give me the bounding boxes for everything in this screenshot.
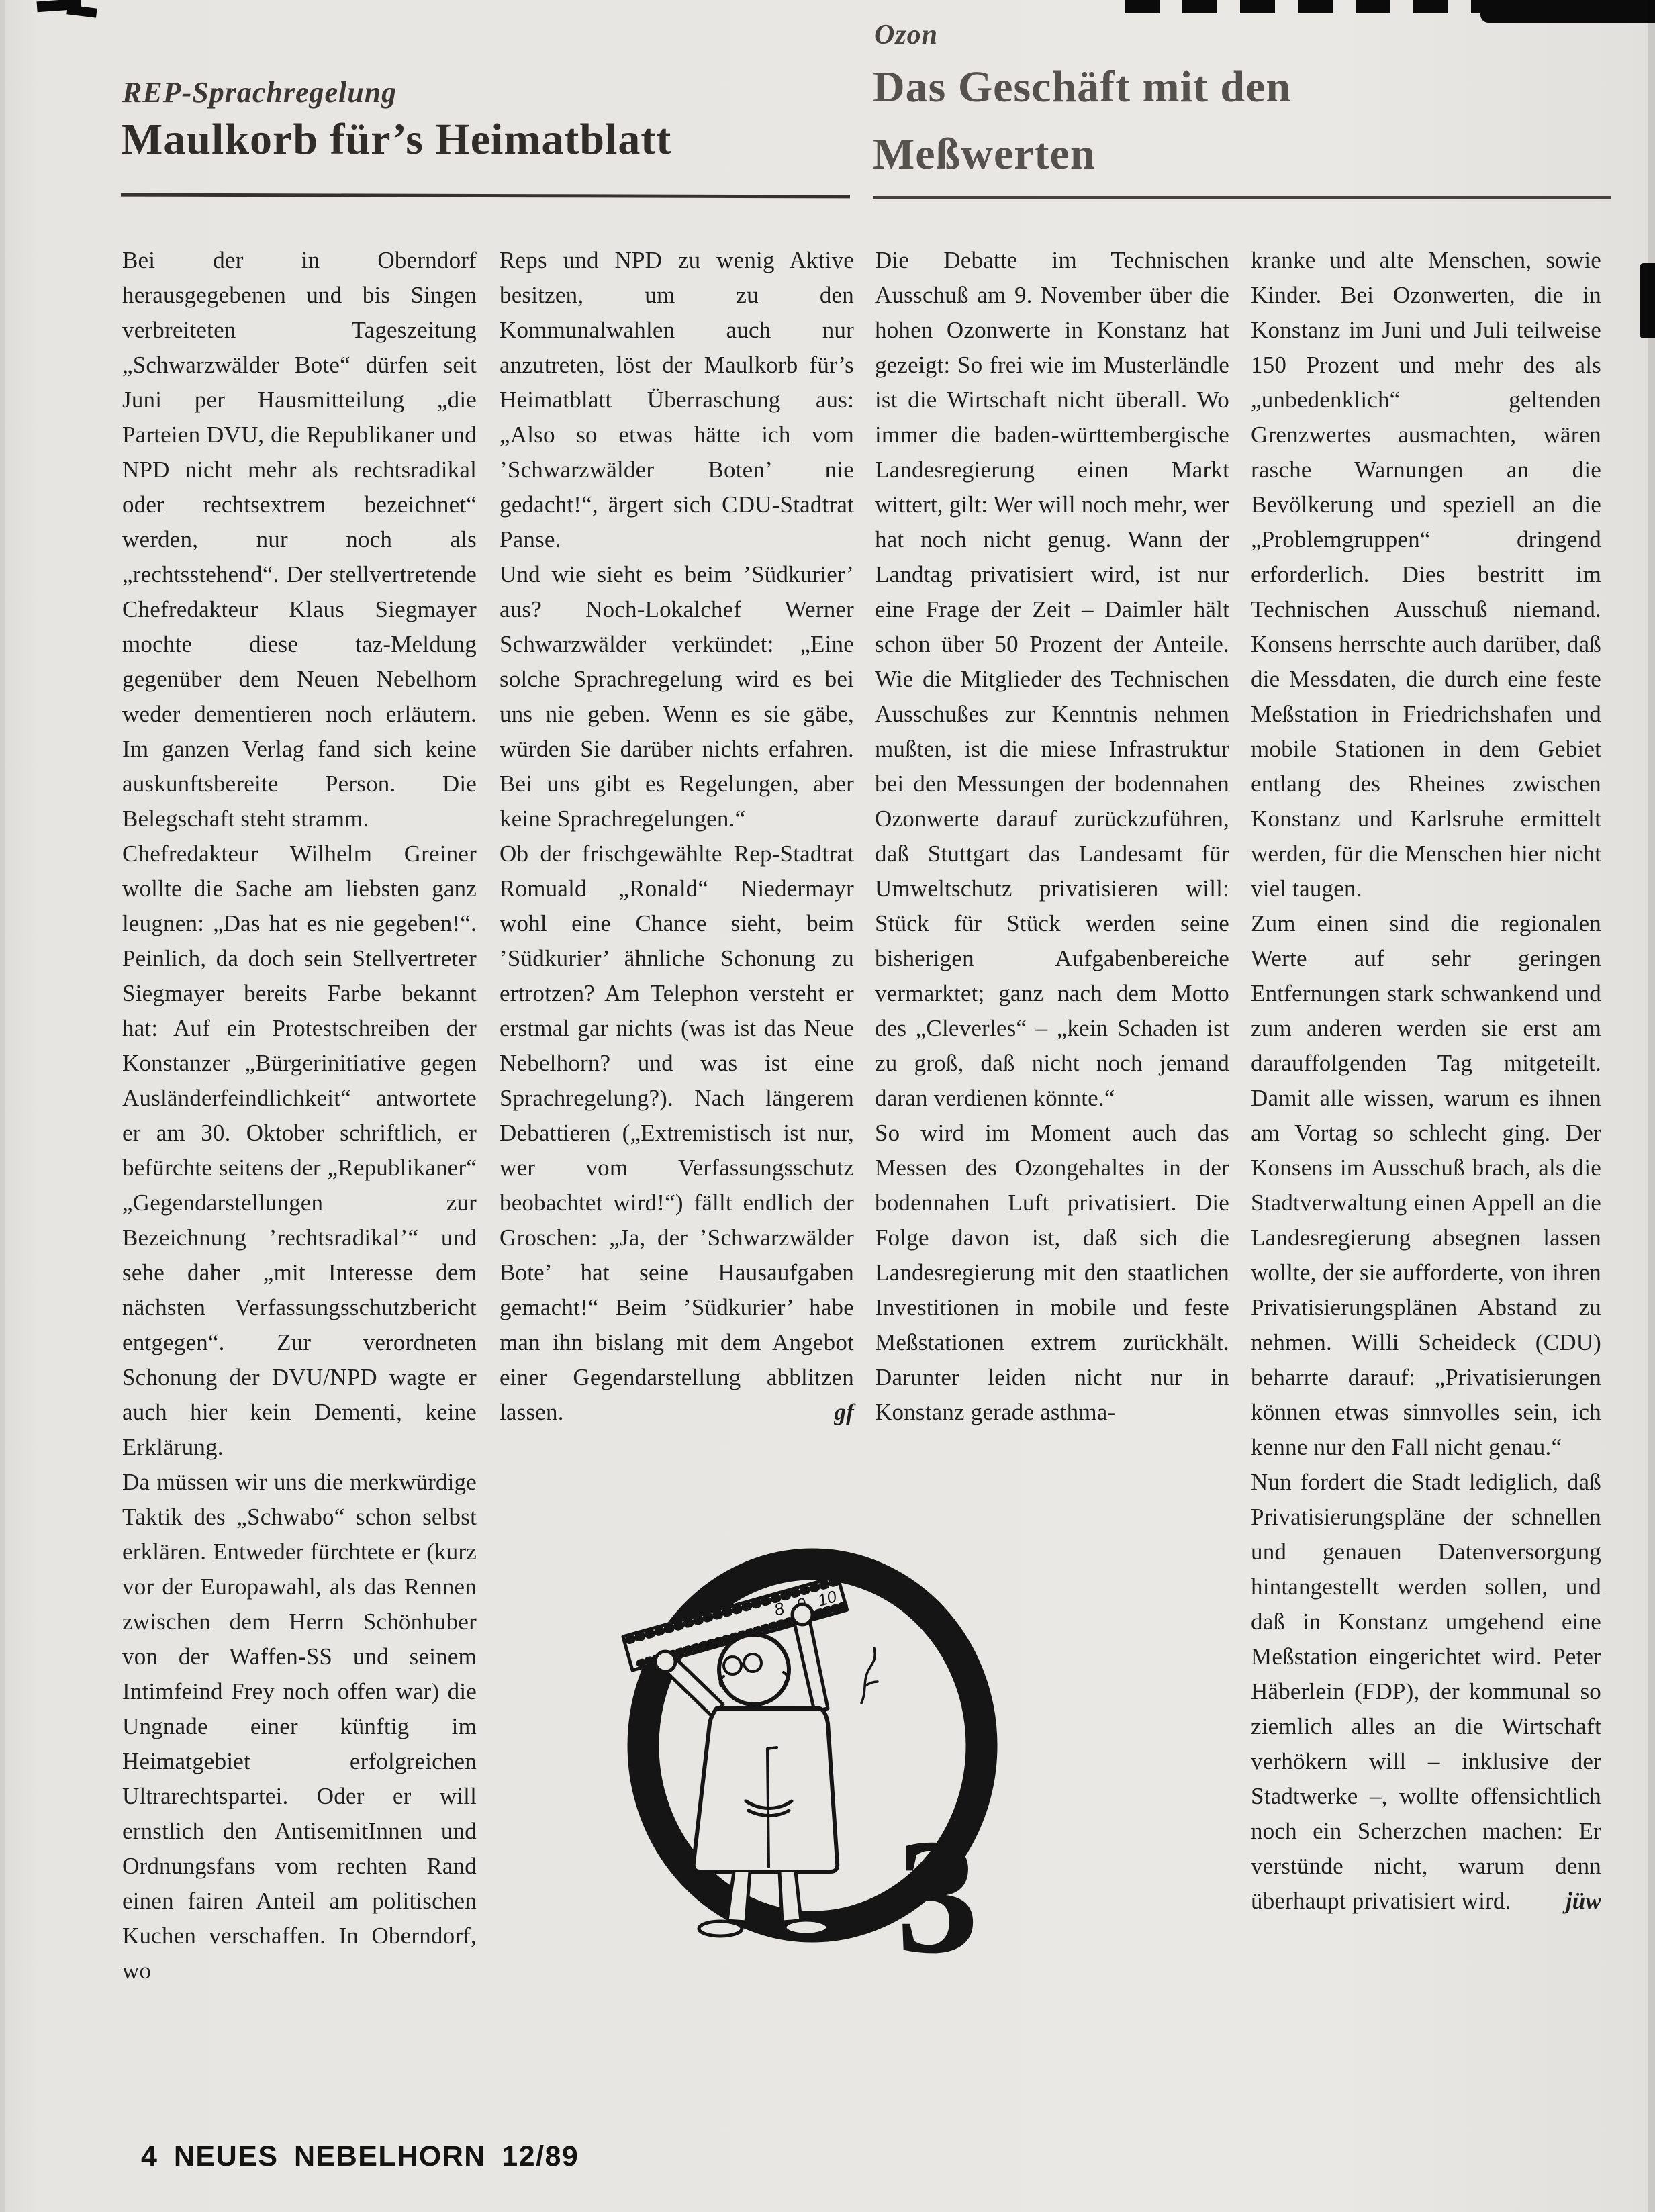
footer-page-info: 4 NEUES NEBELHORN 12/89 bbox=[141, 2140, 579, 2172]
paragraph: kranke und alte Menschen, sowie Kinder. Bei Ozonwerten, die in Konstanz im Juni und Juli teilweise 150 Prozent und mehr des als „unbedenklich“ geltenden Grenzwertes ausmachten, wären rasche Warnungen an die Bevölkerung und speziell an die „Problemgruppen“ dringend erforderlich. Dies bestritt im Technischen Ausschuß niemand. Konsens herrschte auch darüber, daß die Messdaten, die durch eine feste Meßstation in Friedrichshafen und mobile Stationen in dem Gebiet entlang des Rheines zwischen Konstanz und Karlsruhe ermittelt werden, für die Menschen hier nicht viel taugen. bbox=[1251, 247, 1601, 902]
paragraph: Reps und NPD zu wenig Aktive besitzen, um zu den Kommunalwahlen auch nur anzutreten, löst der Maulkorb für’s Heimatblatt Überraschung aus: „Also so etwas hätte ich vom ’Schwarzwälder Boten’ nie gedacht!“, ärgert sich CDU-Stadtrat Panse. bbox=[500, 247, 854, 552]
figure-coat bbox=[694, 1709, 837, 1872]
scan-artifact-top-left-2 bbox=[66, 5, 97, 17]
scan-edge-shadow-right bbox=[1648, 0, 1655, 2212]
paragraph: Chefredakteur Wilhelm Greiner wollte die Sache am liebsten ganz leugnen: „Das hat es nie gegeben!“. Peinlich, da doch sein Stellvertreter Siegmayer bereits Farbe bekannt hat: Auf ein Protestschreiben der Konstanzer „Bürgerinitiative gegen Ausländerfeindlichkeit“ antwortete er am 30. Oktober schriftlich, er befürchte seitens der „Republikaner“ „Gegendarstellungen zur Bezeichnung ’rechtsradikal’“ und sehe daher „mit Interesse dem nächsten Verfassungsschutzbericht entgegen“. Zur verordneten Schonung der DVU/NPD wagte er auch hier kein Dementi, keine Erklärung. bbox=[122, 840, 477, 1460]
article-right-header-rule bbox=[873, 196, 1611, 199]
article-signature: jüw bbox=[1565, 1888, 1601, 1914]
article-right-headline: Das Geschäft mit den Meßwerten bbox=[873, 62, 1292, 179]
figure-left-shoe bbox=[699, 1921, 742, 1936]
figure-right-arm bbox=[794, 1617, 828, 1711]
paragraph: Zum einen sind die regionalen Werte auf sehr geringen Entfernungen stark schwankend und zum anderen werden sie erst am darauffolgenden Tag mitgeteilt. Damit alle wissen, warum es ihnen am Vortag so schlecht ging. Der Konsens im Ausschuß brach, als die Stadtverwaltung einen Appell an die Landesregierung absegnen lassen wollte, der sie aufforderte, von ihren Privatisierungsplänen Abstand zu nehmen. Willi Scheideck (CDU) beharrte darauf: „Privatisierungen können etwas sinnvolles sein, ich kenne nur den Fall nicht genau.“ bbox=[1251, 910, 1601, 1460]
text-column-1 bbox=[122, 243, 477, 1988]
paragraph: Bei der in Oberndorf herausgegebenen und bis Singen verbreiteten Tageszeitung „Schwarzwälder Bote“ dürfen seit Juni per Hausmitteilung „die Parteien DVU, die Republikaner und NPD nicht mehr als rechtsradikal oder rechtsextrem bezeichnet“ werden, nur noch als „rechtsstehend“. Der stellvertretende Chefredakteur Klaus Siegmayer mochte diese taz-Meldung gegenüber dem Neuen Nebelhorn weder dementieren noch erläutern. Im ganzen Verlag fand sich keine auskunftsbereite Person. Die Belegschaft steht stramm. bbox=[122, 247, 477, 832]
text-column-4 bbox=[1251, 243, 1601, 1919]
ruler-number: 10 bbox=[815, 1587, 839, 1610]
paragraph bbox=[500, 836, 854, 1430]
ozone-cartoon-illustration bbox=[614, 1547, 1078, 1984]
article-signature: gf bbox=[834, 1399, 854, 1425]
paragraph-text: Ob der frischgewählte Rep-Stadtrat Romuald „Ronald“ Niedermayr wohl eine Chance sieht, beim ’Südkurier’ ähnliche Schonung zu ertrotzen? Am Telephon versteht er erstmal gar nichts (was ist das Neue Nebelhorn? und was ist eine Sprachregelung?). Nach längerem Debattieren („Extremistisch ist nur, wer vom Verfassungsschutz beobachtet wird!“) fällt endlich der Groschen: „Ja, der ’Schwarzwälder Bote’ hat seine Hausaufgaben gemacht!“ Beim ’Südkurier’ habe man ihn bislang mit dem Angebot einer Gegendarstellung abblitzen lassen. bbox=[500, 840, 854, 1425]
paragraph-text: Nun fordert die Stadt lediglich, daß Privatisierungspläne der schnellen und genauen Datenversorgung hintangestellt werden sollen, und daß in Konstanz umgehend eine Meßstation eingerichtet wird. Peter Häberlein (FDP), der kommunal so ziemlich alles an die Wirtschaft verhökern will – inklusive der Stadtwerke –, wollte offensichtlich noch ein Scherzchen machen: Er verstünde nicht, warum denn überhaupt privatisiert wird. bbox=[1251, 1469, 1601, 1914]
text-column-2 bbox=[500, 243, 854, 1430]
scan-artifact-top-dashes bbox=[1125, 0, 1487, 13]
article-right-kicker: Ozon bbox=[874, 19, 939, 50]
paragraph bbox=[1251, 1465, 1601, 1919]
figure-left-hand bbox=[655, 1651, 675, 1672]
article-left-header-rule bbox=[121, 193, 850, 199]
article-left-kicker: REP-Sprachregelung bbox=[122, 76, 397, 109]
figure-right-shoe bbox=[785, 1920, 828, 1935]
paragraph: Da müssen wir uns die merkwürdige Taktik des „Schwabo“ schon selbst erklären. Entweder fürchtete er (kurz vor der Europawahl, als das Rennen zwischen dem Herrn Schönhuber von der Waffen-SS und seinem Intimfeind Frey noch offen war) die Ungnade einer künftig im Heimatgebiet erfolgreichen Ultrarechtspartei. Oder er will ernstlich den AntisemitInnen und Ordnungsfans vom rechten Rand einen fairen Anteil am politischen Kuchen verschaffen. In Oberndorf, wo bbox=[122, 1469, 477, 1984]
letter-3-subscript: 3 bbox=[896, 1805, 979, 1984]
text-column-3 bbox=[875, 243, 1229, 1430]
figure-coat-button bbox=[767, 1747, 777, 1749]
artist-signature-squiggle bbox=[861, 1648, 878, 1703]
figure-left-leg bbox=[727, 1872, 750, 1922]
figure-right-leg bbox=[779, 1872, 801, 1922]
scan-artifact-top-right-corner bbox=[1480, 0, 1655, 23]
paragraph: So wird im Moment auch das Messen des Ozongehaltes in der bodennahen Luft privatisiert. Die Folge davon ist, daß sich die Landesregierung mit den staatlichen Investitionen in mobile und feste Meßstationen extrem zurückhält. Darunter leiden nicht nur in Konstanz gerade asthma- bbox=[875, 1120, 1229, 1425]
scan-edge-shadow-left bbox=[0, 0, 5, 2212]
ruler-number: 8 bbox=[772, 1599, 787, 1620]
paragraph: Die Debatte im Technischen Ausschuß am 9. November über die hohen Ozonwerte in Konstanz hat gezeigt: So frei wie im Musterländle ist die Wirtschaft nicht überall. Wo immer die baden-württembergische Landesregierung einen Markt wittert, gilt: Wer will noch mehr, wer hat noch nicht genug. Wann der Landtag privatisiert wird, ist nur eine Frage der Zeit – Daimler hält schon über 50 Prozent der Anteile. Wie die Mitglieder des Technischen Ausschußes zur Kenntnis nehmen mußten, ist die miese Infrastruktur bei den Messungen der bodennahen Ozonwerte darauf zurückzuführen, daß Stuttgart das Landesamt für Umweltschutz privatisieren will: Stück für Stück werden seine bisherigen Aufgabenbereiche vermarktet; ganz nach dem Motto des „Cleverles“ – „kein Schaden ist zu groß, daß nicht noch jemand daran verdienen könnte.“ bbox=[875, 247, 1229, 1111]
article-left-headline: Maulkorb für’s Heimatblatt bbox=[121, 115, 672, 164]
figure-right-hand bbox=[792, 1604, 812, 1625]
paragraph: Und wie sieht es beim ’Südkurier’ aus? Noch-Lokalchef Werner Schwarzwälder verkündet: „Eine solche Sprachregelung wird es bei uns nie geben. Wenn es sie gäbe, würden Sie darüber nichts erfahren. Bei uns gibt es Regelungen, aber keine Sprachregelungen.“ bbox=[500, 561, 854, 832]
